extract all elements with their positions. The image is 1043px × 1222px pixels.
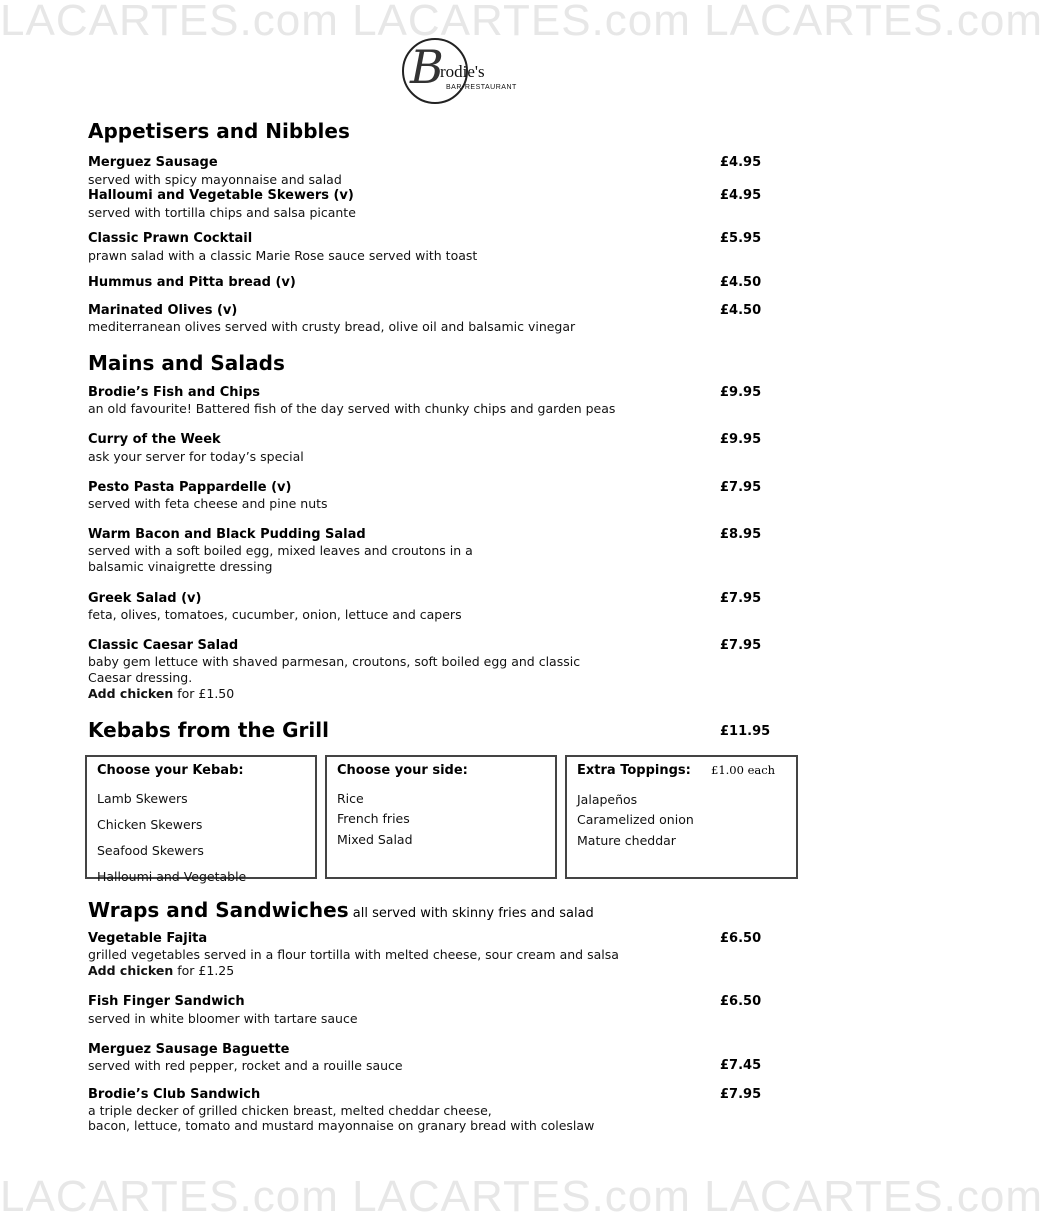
menu-item-description: served with spicy mayonnaise and salad: [88, 172, 342, 187]
menu-item-price: £4.95: [720, 188, 762, 203]
menu-item-name: Fish Finger Sandwich: [88, 994, 245, 1009]
menu-item-price: £4.50: [720, 275, 762, 290]
addon-label: Add chicken: [88, 963, 174, 978]
watermark-bottom: LACARTES.com LACARTES.com LACARTES.com: [0, 1172, 1043, 1221]
box-option: Mixed Salad: [337, 832, 413, 847]
menu-item-description-line2: bacon, lettuce, tomato and mustard mayonnaise on granary bread with coleslaw: [88, 1118, 595, 1133]
menu-item-price: £7.95: [720, 480, 762, 495]
box-option: Mature cheddar: [577, 833, 676, 848]
menu-item-price: £4.95: [720, 155, 762, 170]
section-note: all served with skinny fries and salad: [348, 906, 594, 921]
menu-item-description: served with tortilla chips and salsa picante: [88, 205, 356, 220]
menu-item-description: ask your server for today’s special: [88, 449, 304, 464]
menu-item-name: Brodie’s Club Sandwich: [88, 1087, 261, 1102]
menu-item-name: Merguez Sausage: [88, 155, 218, 170]
menu-item-name: Pesto Pasta Pappardelle (v): [88, 480, 292, 495]
menu-item-description: mediterranean olives served with crusty bread, olive oil and balsamic vinegar: [88, 319, 576, 334]
watermark-top: LACARTES.com LACARTES.com LACARTES.com: [0, 0, 1043, 45]
menu-item-name: Curry of the Week: [88, 432, 221, 447]
box-title: Extra Toppings:: [577, 763, 691, 778]
box-option: Seafood Skewers: [97, 843, 204, 858]
logo-name: rodie's: [440, 62, 485, 81]
menu-item-price: £6.50: [720, 994, 762, 1009]
menu-item-price: £7.45: [720, 1058, 762, 1073]
menu-item-name: Merguez Sausage Baguette: [88, 1042, 290, 1057]
addon-text: for £1.25: [173, 963, 235, 978]
extra-toppings-box: [565, 755, 798, 879]
section-title-kebabs: Kebabs from the Grill: [88, 718, 329, 742]
menu-item-description: grilled vegetables served in a flour tortilla with melted cheese, sour cream and salsa: [88, 947, 619, 962]
box-option: Rice: [337, 791, 364, 806]
kebab-choice-box: [85, 755, 317, 884]
menu-item-description: served in white bloomer with tartare sauce: [88, 1011, 358, 1026]
menu-item-price: £5.95: [720, 231, 762, 246]
addon-text: for £1.50: [173, 686, 235, 701]
box-option: Jalapeños: [577, 792, 638, 807]
menu-item-price: £9.95: [720, 385, 762, 400]
box-title: Choose your side:: [337, 763, 468, 778]
menu-item-name: Brodie’s Fish and Chips: [88, 385, 261, 400]
menu-item-name: Greek Salad (v): [88, 591, 202, 606]
menu-item-addon: [88, 686, 234, 701]
kebab-price: £11.95: [720, 724, 771, 739]
menu-item-name: Classic Caesar Salad: [88, 638, 239, 653]
box-option: Caramelized onion: [577, 812, 694, 827]
menu-item-description-line2: balsamic vinaigrette dressing: [88, 559, 273, 574]
menu-item-name: Marinated Olives (v): [88, 303, 238, 318]
side-choice-box: [325, 755, 557, 879]
menu-item-name: Hummus and Pitta bread (v): [88, 275, 296, 290]
addon-label: Add chicken: [88, 686, 174, 701]
menu-item-description: feta, olives, tomatoes, cucumber, onion, lettuce and capers: [88, 607, 462, 622]
box-title: Choose your Kebab:: [97, 763, 244, 778]
box-option: French fries: [337, 811, 410, 826]
menu-item-description: prawn salad with a classic Marie Rose sauce served with toast: [88, 248, 478, 263]
box-option: Lamb Skewers: [97, 791, 188, 806]
logo-subtitle: BAR•RESTAURANT: [446, 84, 517, 91]
menu-item-name: Warm Bacon and Black Pudding Salad: [88, 527, 366, 542]
menu-item-name: Halloumi and Vegetable Skewers (v): [88, 188, 354, 203]
section-title-mains: Mains and Salads: [88, 351, 285, 375]
toppings-price-note: £1.00 each: [711, 763, 776, 777]
menu-item-description: served with a soft boiled egg, mixed leaves and croutons in a: [88, 543, 473, 558]
menu-item-description-line2: Caesar dressing.: [88, 670, 193, 685]
section-title-text: Wraps and Sandwiches: [88, 898, 349, 922]
box-option: Halloumi and Vegetable: [97, 869, 247, 884]
menu-item-name: Classic Prawn Cocktail: [88, 231, 253, 246]
menu-item-price: £8.95: [720, 527, 762, 542]
menu-item-price: £7.95: [720, 591, 762, 606]
brodies-logo: [398, 36, 528, 106]
menu-item-addon: [88, 963, 234, 978]
box-option: Chicken Skewers: [97, 817, 203, 832]
menu-item-description: a triple decker of grilled chicken breast, melted cheddar cheese,: [88, 1103, 492, 1118]
section-title-appetisers: Appetisers and Nibbles: [88, 119, 350, 143]
section-title-wraps: [88, 898, 594, 922]
menu-item-price: £9.95: [720, 432, 762, 447]
menu-item-price: £7.95: [720, 1087, 762, 1102]
menu-item-description: served with red pepper, rocket and a rouille sauce: [88, 1058, 403, 1073]
menu-item-description: baby gem lettuce with shaved parmesan, croutons, soft boiled egg and classic: [88, 654, 581, 669]
menu-item-description: served with feta cheese and pine nuts: [88, 496, 328, 511]
menu-item-price: £6.50: [720, 931, 762, 946]
menu-item-price: £7.95: [720, 638, 762, 653]
logo-initial: B: [410, 40, 444, 94]
menu-item-description: an old favourite! Battered fish of the day served with chunky chips and garden peas: [88, 401, 616, 416]
menu-item-price: £4.50: [720, 303, 762, 318]
menu-item-name: Vegetable Fajita: [88, 931, 208, 946]
